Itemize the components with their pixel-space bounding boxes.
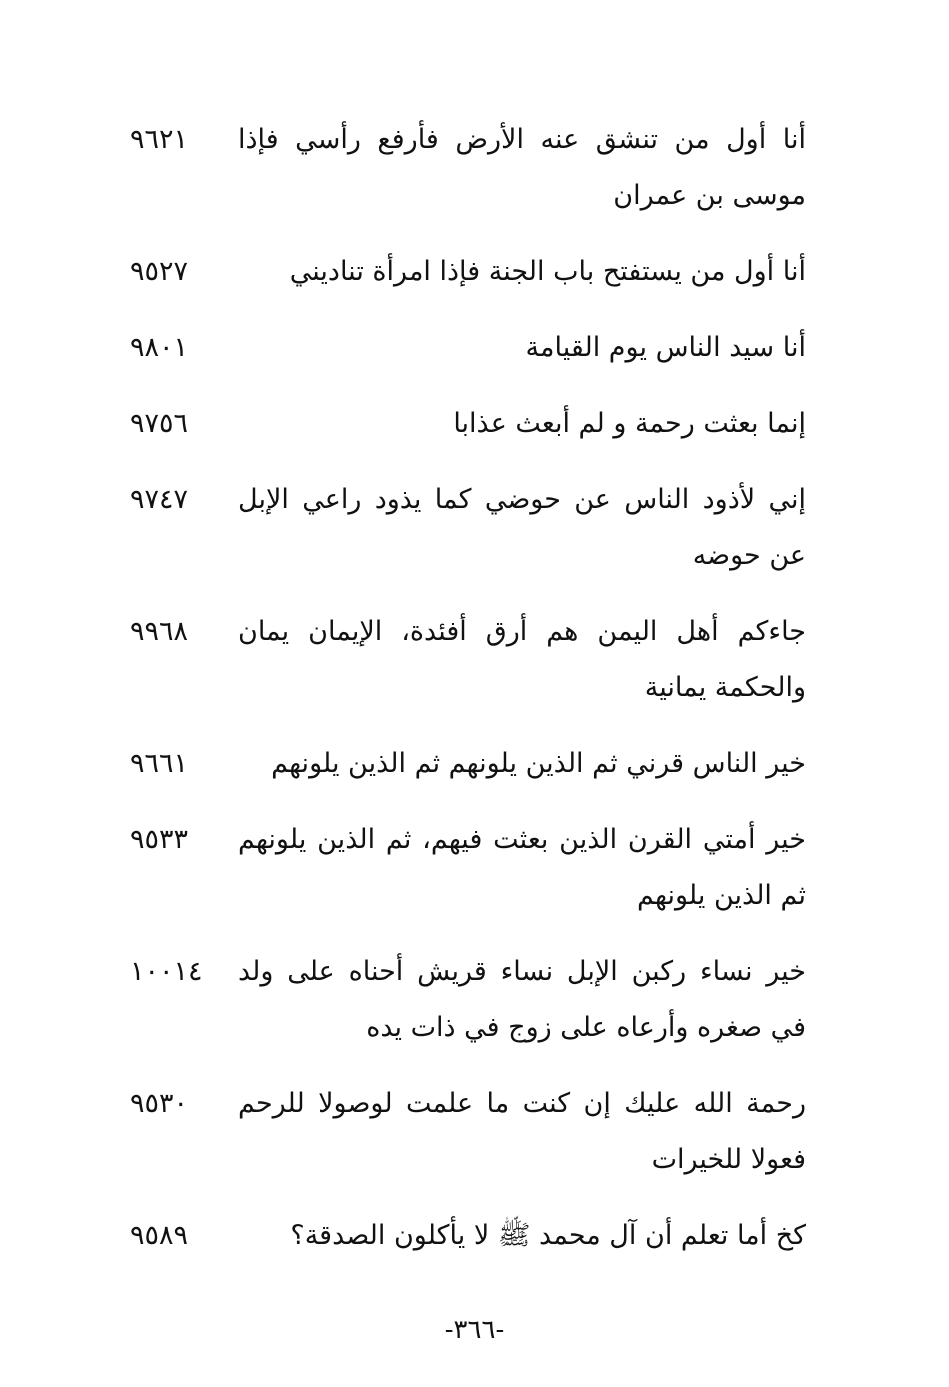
hadith-text: أنا أول من تنشق عنه الأرض فأرفع رأسي فإذا موسى بن عمران — [238, 124, 806, 211]
divider — [0, 452, 949, 472]
list-item — [0, 944, 949, 1056]
hadith-text: إني لأذود الناس عن حوضي كما يذود راعي الإبل عن حوضه — [238, 484, 806, 571]
list-item — [0, 396, 949, 452]
hadith-number: ٩٨٠١ — [130, 332, 189, 363]
page-number: -٣٦٦- — [444, 1315, 505, 1345]
hadith-number: ٩٦٦١ — [130, 748, 189, 779]
list-item — [0, 1076, 949, 1188]
hadith-number: ٩٥٣٣ — [130, 824, 189, 855]
hadith-number: ٩٩٦٨ — [130, 616, 189, 647]
divider — [0, 924, 949, 944]
divider — [0, 1056, 949, 1076]
list-item — [0, 604, 949, 716]
list-item — [0, 812, 949, 924]
hadith-text: جاءكم أهل اليمن هم أرق أفئدة، الإيمان يمان والحكمة يمانية — [238, 616, 806, 703]
hadith-number: ٩٧٥٦ — [130, 408, 189, 439]
divider — [0, 224, 949, 244]
hadith-text: خير الناس قرني ثم الذين يلونهم ثم الذين يلونهم — [271, 748, 806, 779]
divider — [0, 1188, 949, 1208]
hadith-number: ٩٥٢٧ — [130, 256, 189, 287]
hadith-number: ٩٥٣٠ — [130, 1088, 189, 1119]
list-item — [0, 1208, 949, 1264]
divider — [0, 792, 949, 812]
divider — [0, 584, 949, 604]
hadith-text: كخ أما تعلم أن آل محمد ﷺ لا يأكلون الصدقة؟ — [290, 1220, 806, 1251]
hadith-index-list — [0, 112, 949, 1264]
hadith-text: خير نساء ركبن الإبل نساء قريش أحناه على ولد في صغره وأرعاه على زوج في ذات يده — [238, 956, 806, 1043]
divider — [0, 716, 949, 736]
hadith-number: ٩٥٨٩ — [130, 1220, 189, 1251]
list-item — [0, 244, 949, 300]
hadith-text: أنا أول من يستفتح باب الجنة فإذا امرأة تناديني — [289, 256, 806, 287]
list-item — [0, 736, 949, 792]
hadith-number: ٩٦٢١ — [130, 124, 189, 155]
divider — [0, 376, 949, 396]
hadith-text: رحمة الله عليك إن كنت ما علمت لوصولا للرحم فعولا للخيرات — [238, 1088, 806, 1175]
hadith-number: ١٠٠١٤ — [130, 956, 203, 987]
hadith-text: أنا سيد الناس يوم القيامة — [525, 332, 806, 363]
divider — [0, 300, 949, 320]
list-item — [0, 320, 949, 376]
list-item — [0, 472, 949, 584]
hadith-text: خير أمتي القرن الذين بعثت فيهم، ثم الذين يلونهم ثم الذين يلونهم — [238, 824, 806, 911]
list-item — [0, 112, 949, 224]
hadith-text: إنما بعثت رحمة و لم أبعث عذابا — [453, 408, 806, 439]
hadith-number: ٩٧٤٧ — [130, 484, 189, 515]
